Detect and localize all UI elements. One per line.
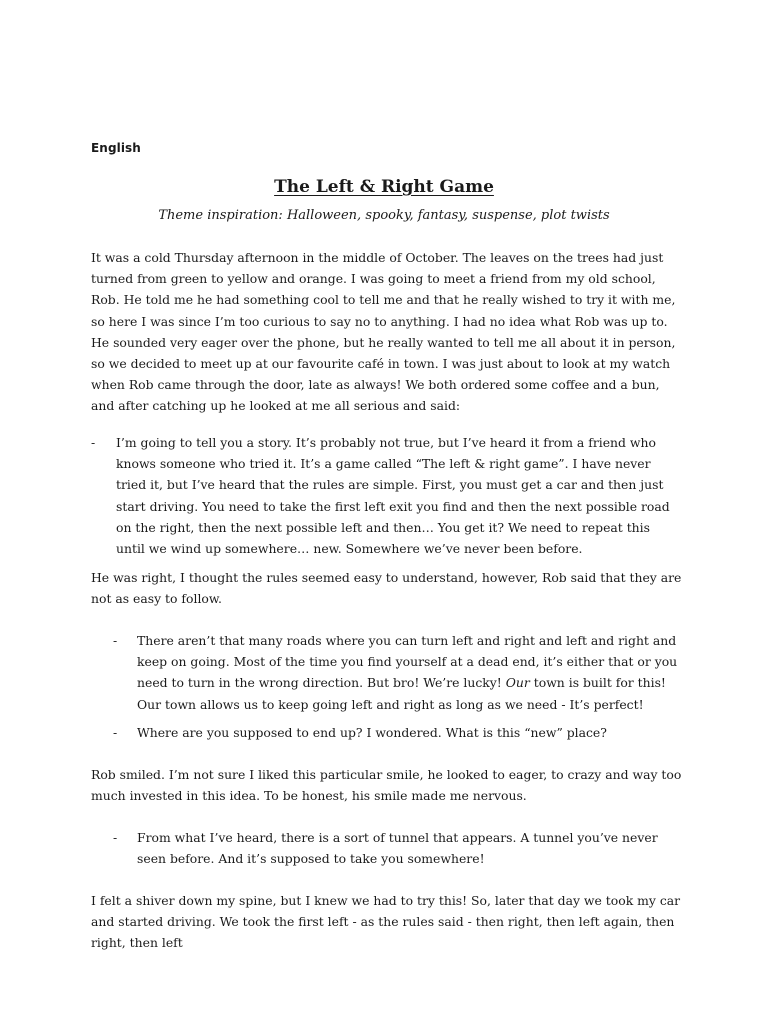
paragraph-opening: It was a cold Thursday afternoon in the middle of October. The leaves on the trees had just turned from green to yellow and orange. I was going to meet a friend from my old school, Rob. He told me he had something cool to tell me and that he really wished to try it with me, so here I was since I’m too curious to say no to anything. I had no idea what Rob was up to. He sounded very eager over the phone, but he really wanted to tell me all about it in person, so we decided to meet up at our favourite café in town. I was just about to look at my watch when Rob came through the door, late as always! We both ordered some coffee and a bun, and after catching up he looked at me all serious and said: (91, 250, 676, 414)
dialogue-dash: - (91, 435, 96, 450)
dialogue-dash: - (113, 725, 118, 740)
subject-label: English (91, 141, 141, 155)
dialogue-roads-text-end: town is built for this! Our town allows us to keep going left and right as long as we need - It’s perfect! (137, 675, 666, 712)
paragraph-smile: Rob smiled. I’m not sure I liked this particular smile, he looked to eager, to crazy and way too much invested in this idea. To be honest, his smile made me nervous. (91, 767, 682, 804)
dialogue-question: Where are you supposed to end up? I wondered. What is this “new” place? (137, 725, 607, 740)
dialogue-roads-text: There aren’t that many roads where you can turn left and right and left and right and keep on going. Most of the time you find yourself at a dead end, it’s either that or you need to turn in the wrong direction. But bro! We’re lucky! (137, 633, 678, 691)
dialogue-rules: I’m going to tell you a story. It’s probably not true, but I’ve heard it from a friend who knows someone who tried it. It’s a game called “The left & right game”. I have never tried it, but I’ve heard that the rules are simple. First, you must get a car and then just start driving. You need to take the first left exit you find and then the next possible road on the right, then the next possible left and then… You get it? We need to repeat this until we wind up somewhere… new. Somewhere we’ve never been before. (116, 435, 670, 557)
paragraph-reaction: He was right, I thought the rules seemed easy to understand, however, Rob said that they are not as easy to follow. (91, 570, 682, 607)
dialogue-dash: - (113, 830, 118, 845)
emphasis-our: Our (505, 675, 530, 691)
theme-inspiration: Theme inspiration: Halloween, spooky, fantasy, suspense, plot twists (158, 208, 610, 223)
paragraph-driving: I felt a shiver down my spine, but I knew we had to try this! So, later that day we took my car and started driving. We took the first left - as the rules said - then right, then left again, then right, then left (91, 893, 681, 951)
story-title: The Left & Right Game (274, 177, 494, 197)
dialogue-roads (137, 630, 682, 715)
dialogue-dash: - (113, 633, 118, 648)
dialogue-tunnel: From what I’ve heard, there is a sort of tunnel that appears. A tunnel you’ve never seen before. And it’s supposed to take you somewhere! (137, 830, 658, 867)
